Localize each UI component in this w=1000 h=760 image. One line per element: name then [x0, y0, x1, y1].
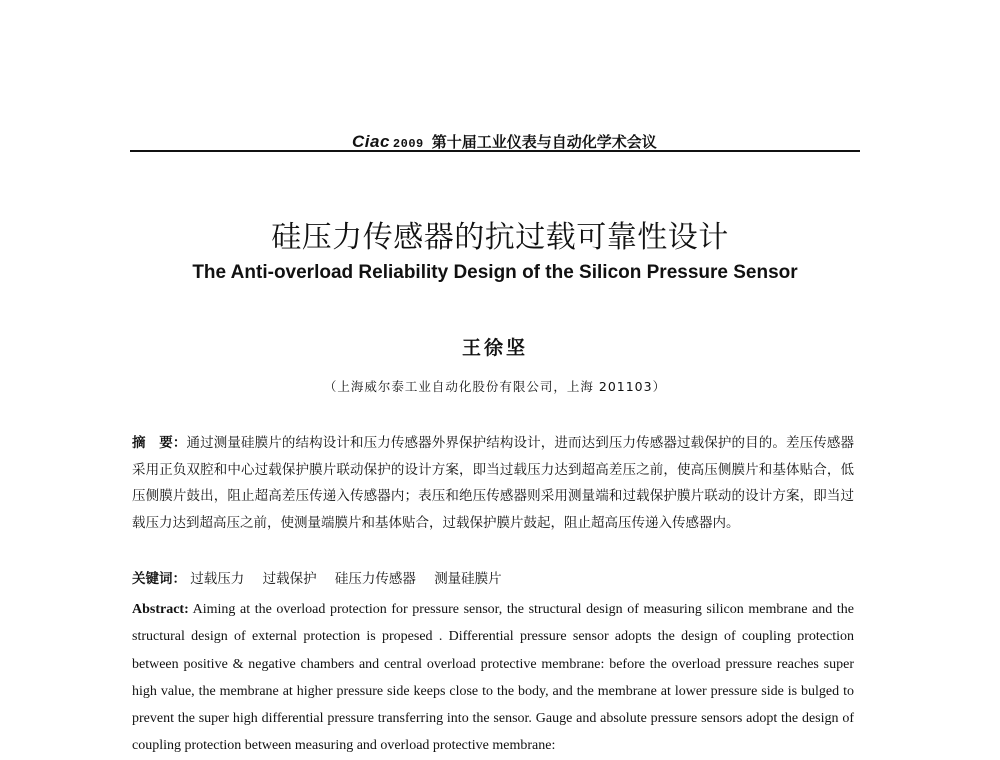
abstract-english-label: Abstract:: [132, 602, 189, 617]
abstract-english-text: Aiming at the overload protection for pressure sensor, the structural design of measuring silicon membrane and the structural design of external protection is propesed . Differential pressure sensor adopts the design of coupling protection between positive & negative chambers and central overload protective membrane: before the overload pressure reaches super high value, the membrane at higher pressure side keeps close to the body, and the membrane at lower pressure side is bulged to prevent the super high differential pressure transferring into the sensor. Gauge and absolute pressure sensors adopt the design of coupling protection between measuring and overload protective membrane:: [132, 602, 854, 754]
logo-year: 2009: [392, 137, 424, 151]
conference-header: [352, 124, 657, 150]
keyword-item: 硅压力传感器: [334, 571, 416, 587]
keyword-item: 过载保护: [262, 571, 317, 587]
keywords: [132, 567, 854, 591]
abstract-english: [132, 596, 854, 760]
conference-logo: [352, 133, 424, 150]
header-rule: [130, 150, 860, 152]
author-affiliation: （上海威尔泰工业自动化股份有限公司，上海 201103）: [323, 379, 667, 394]
keywords-label: 关键词：: [132, 571, 186, 587]
conference-name: 第十届工业仪表与自动化学术会议: [431, 133, 657, 151]
abstract-chinese: [132, 430, 854, 536]
abstract-chinese-text: 通过测量硅膜片的结构设计和压力传感器外界保护结构设计，进而达到压力传感器过载保护的目的。差压传感器采用正负双腔和中心过载保护膜片联动保护的设计方案，即当过载压力达到超高差压之前，使高压侧膜片和基体贴合，低压侧膜片鼓出，阻止超高差压传递入传感器内；表压和绝压传感器则采用测量端和过载保护膜片联动的设计方案，即当过载压力达到超高压之前，使测量端膜片和基体贴合，过载保护膜片鼓起，阻止超高压传递入传感器内。: [132, 435, 854, 531]
paper-title-english: The Anti-overload Reliability Design of the Silicon Pressure Sensor: [192, 262, 798, 283]
keyword-item: 过载压力: [190, 571, 245, 587]
keyword-item: 测量硅膜片: [434, 571, 502, 587]
author-name: 王徐坚: [461, 337, 528, 359]
logo-text: Ciac: [352, 132, 390, 151]
paper-title-chinese: 硅压力传感器的抗过载可靠性设计: [271, 220, 729, 255]
abstract-chinese-label: 摘 要：: [132, 435, 187, 451]
